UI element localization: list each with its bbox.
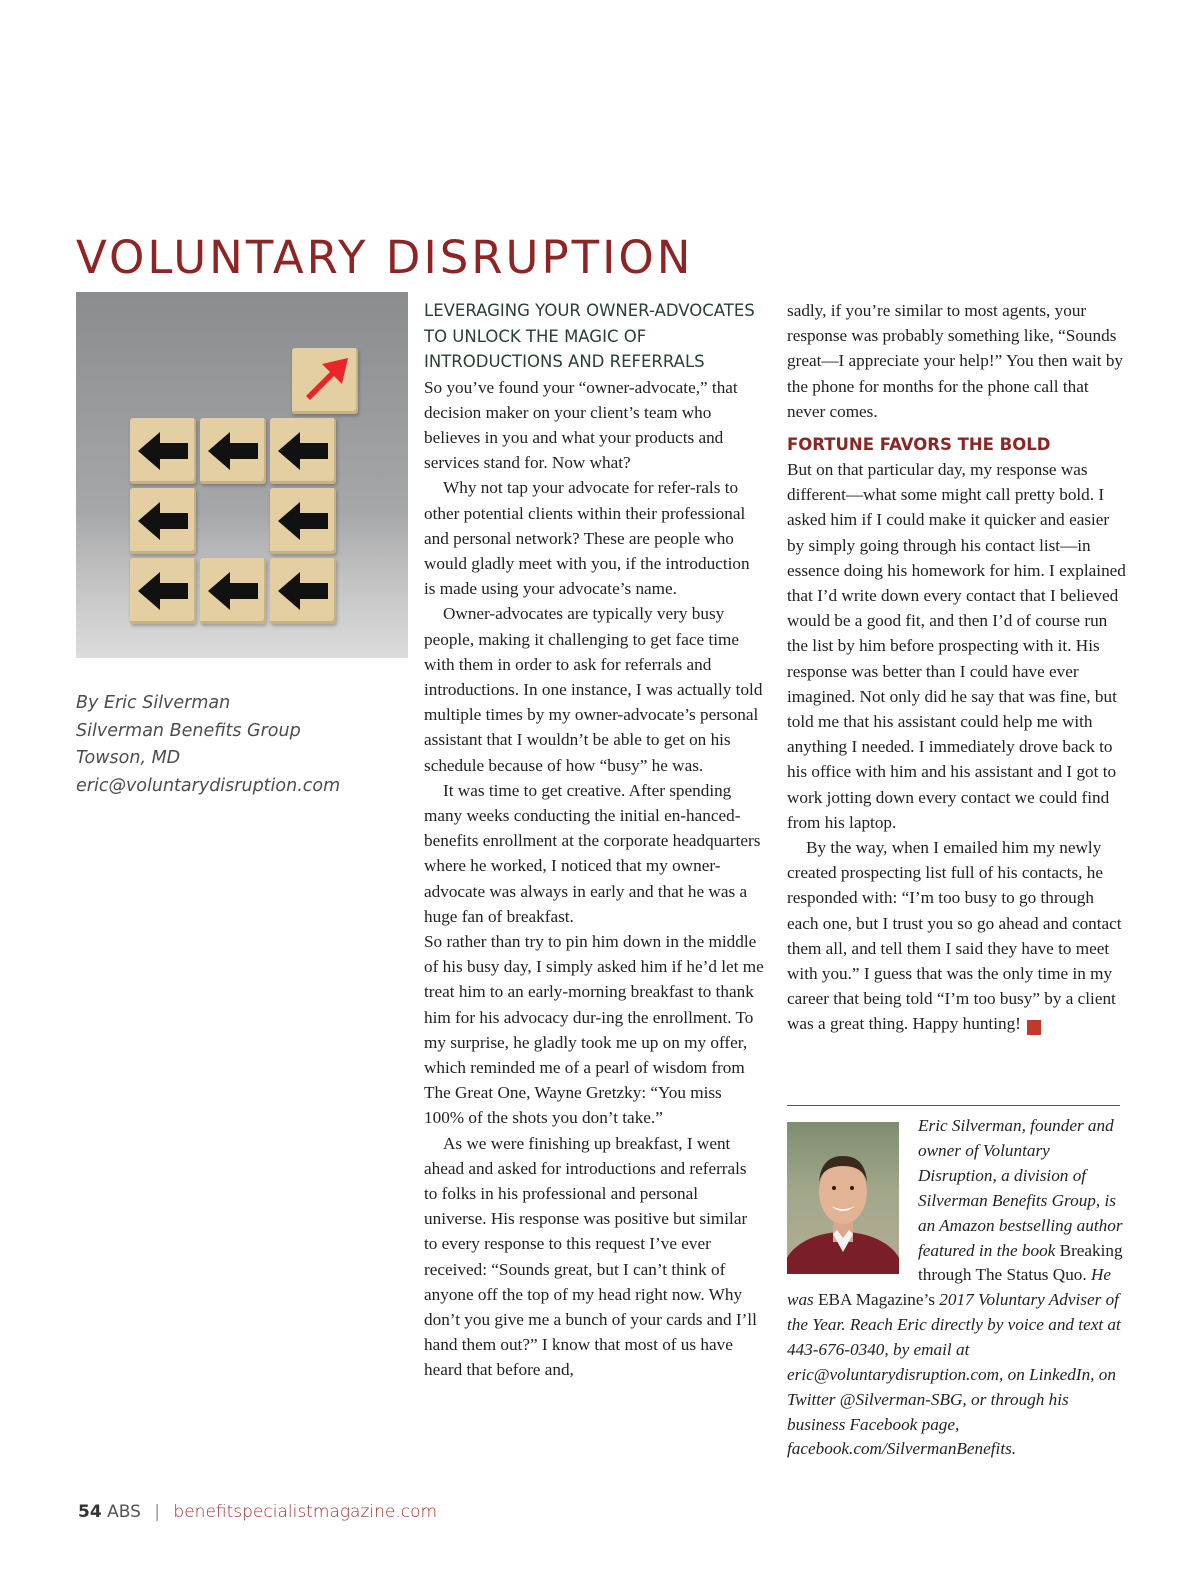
- section-heading: FORTUNE FAVORS THE BOLD: [787, 435, 1051, 455]
- author-headshot: [787, 1122, 899, 1274]
- byline-location: Towson, MD: [76, 748, 181, 768]
- paragraph: So rather than try to pin him down in the middle of his busy day, I simply asked him if he’d let me treat him to an early-morning breakfast to thank him for his advocacy dur-ing the enrollment. To my surprise, he gladly took me up on my offer, which reminded me of a pearl of wisdom from The Great One, Wayne Gretzky: “You miss 100% of the shots you don’t take.”: [424, 931, 764, 1128]
- author-bio-continued: [787, 1288, 1127, 1462]
- left-arrow-block: [270, 488, 336, 554]
- byline-author: By Eric Silverman: [76, 693, 231, 713]
- page-footer: [78, 1502, 437, 1522]
- bio-divider: [787, 1105, 1120, 1106]
- bio-text: He: [1090, 1265, 1112, 1285]
- byline: [76, 690, 340, 800]
- article-title: VOLUNTARY DISRUPTION: [76, 231, 694, 284]
- bio-text: 2017 Voluntary Adviser of the Year. Reach Eric directly by voice and text at 443-676-0340, by email at eric@voluntarydisruption.com, on LinkedIn, on Twitter @Silverman-SBG, or through his business Facebook page, facebook.com/SilvermanBenefits.: [787, 1290, 1121, 1459]
- left-arrow-block: [130, 558, 196, 624]
- byline-company: Silverman Benefits Group: [76, 720, 301, 741]
- hero-image: [76, 292, 408, 658]
- left-arrow-block: [200, 418, 266, 484]
- paragraph: Why not tap your advocate for refer-rals to other potential clients within their professional and personal network? These are people who would gladly meet with you, if the introduction is made using your advocate’s name.: [424, 478, 750, 599]
- bio-text: was: [787, 1290, 814, 1309]
- article-subhead: LEVERAGING YOUR OWNER-ADVOCATES TO UNLOCK THE MAGIC OF INTRODUCTIONS AND REFERRALS: [424, 301, 755, 371]
- left-arrow-block: [130, 488, 196, 554]
- left-arrow-block: [130, 418, 196, 484]
- paragraph: [787, 835, 1127, 1037]
- bio-text: Eric Silverman, founder and owner of Voluntary Disruption, a division of Silverman Benefits Group, is an Amazon bestselling author featured in the book: [918, 1116, 1123, 1260]
- column-3: [787, 298, 1127, 1037]
- magazine-name: ABS: [107, 1502, 141, 1522]
- paragraph: As we were finishing up breakfast, I went ahead and asked for introductions and referrals to folks in his professional and personal universe. His response was positive but similar to every response to this request I’ve ever received: “Sounds great, but I can’t think of anyone off the top of my head right now. Why don’t you give me a bunch of your cards and I’ll hand them out?” I know that most of us have heard that before and,: [424, 1133, 757, 1380]
- footer-separator: |: [154, 1502, 161, 1522]
- column-2: [424, 298, 764, 1383]
- left-arrow-block: [270, 558, 336, 624]
- left-arrow-block: [270, 418, 336, 484]
- left-arrow-block: [200, 558, 266, 624]
- paragraph-text: By the way, when I emailed him my newly created prospecting list full of his contacts, he responded with: “I’m too busy to go through each one, but I trust you so go ahead and contact them all, and tell them I said they have to meet with you.” I guess that was the only time in my career that being told “I’m too busy” by a client was a great thing. Happy hunting!: [787, 838, 1122, 1034]
- paragraph: But on that particular day, my response was different—what some might call pretty bold. I asked him if I could make it quicker and easier by simply going through his contact list—in essence doing his homework for him. I explained that I’d write down every contact that I believed would be a good fit, and then I’d of course run the list by him before prospecting with it. His response was better than I could have ever imagined. Not only did he say that was fine, but told me that his assistant could help me with anything I needed. I immediately drove back to his office with him and his assistant and I got to work jotting down every contact we could find from his laptop.: [787, 460, 1126, 832]
- byline-email: eric@voluntarydisruption.com: [76, 775, 341, 796]
- paragraph: It was time to get creative. After spending many weeks conducting the initial en-hanced-benefits enrollment at the corporate headquarters where he worked, I noticed that my owner-advocate was always in early and that he was a huge fan of breakfast.: [424, 780, 761, 926]
- paragraph: sadly, if you’re similar to most agents, your response was probably something like, “Sounds great—I appreciate your help!” You then wait by the phone for months for the phone call that never comes.: [787, 301, 1124, 421]
- red-arrow-block: [292, 348, 358, 414]
- end-mark-icon: ABS: [1027, 1020, 1041, 1035]
- website-link[interactable]: benefitspecialistmagazine.com: [173, 1502, 438, 1522]
- bio-title-text: Breaking through The Status Quo.: [918, 1240, 1123, 1285]
- paragraph: Owner-advocates are typically very busy people, making it challenging to get face time with them in order to ask for referrals and introductions. In one instance, I was actually told multiple times by my owner-advocate’s personal assistant that I wouldn’t be able to get on his schedule because of how “busy” he was.: [424, 604, 763, 775]
- paragraph: So you’ve found your “owner-advocate,” that decision maker on your client’s team who believes in you and what your products and services stand for. Now what?: [424, 377, 738, 473]
- author-bio: [918, 1114, 1123, 1288]
- bio-title-text: EBA Magazine’s: [818, 1290, 935, 1309]
- page-number: 54: [78, 1502, 102, 1522]
